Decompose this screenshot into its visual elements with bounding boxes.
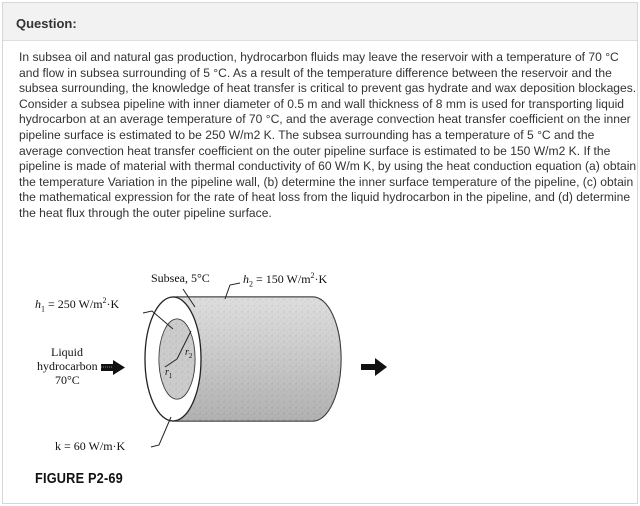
inflow-arrow (101, 360, 125, 375)
h2-label: $h_2 = 150$ $W/m^2\cdot K$ (243, 271, 328, 289)
question-title: Question: (16, 16, 77, 31)
h1-label: $h_1 = 250$ $W/m^2\cdot K$ (35, 296, 120, 314)
pipe-body (145, 297, 341, 421)
figure-caption: FIGURE P2-69 (35, 471, 123, 487)
subsea-label: Subsea, 5°C (151, 271, 210, 285)
r1-label: $r_1$ (165, 367, 173, 380)
k-label: k = 60 W/m·K (55, 439, 126, 453)
liquid-label-line3: 70°C (55, 373, 80, 387)
question-header (3, 3, 637, 41)
liquid-label-line1: Liquid (51, 345, 83, 359)
question-panel (2, 2, 638, 504)
liquid-label-line2: hydrocarbon (37, 359, 98, 373)
k-leader (151, 417, 171, 447)
question-body: In subsea oil and natural gas production, hydrocarbon fluids may leave the reservoir with a temperature of 70 °C and flow in subsea surrounding of 5 °C. As a result of the temperature difference between the reservoir and the subsea surrounding, the knowledge of heat transfer is critical to prevent gas hydrate and wax deposition blockages. Consider a subsea pipeline with inner diameter of 0.5 m and wall thickness of 8 mm is used for transporting liquid hydrocarbon at an average temperature of 70 °C, and the average convection heat transfer coefficient on the inner pipeline surface is estimated to be 250 W/m2 K. The subsea surrounding has a temperature of 5 °C and the average convection heat transfer coefficient on the outer pipeline surface is estimated to be 150 W/m2 K. If the pipeline is made of material with thermal conductivity of 60 W/m K, by using the heat conduction equation (a) obtain the temperature Variation in the pipeline wall, (b) determine the inner surface temperature of the pipeline, (c) obtain the mathematical expression for the rate of heat loss from the liquid hydrocarbon in the pipeline, and (d) determine the heat flux through the outer pipeline surface. (19, 50, 637, 220)
pipeline-figure (25, 263, 435, 499)
outflow-arrow (361, 358, 387, 376)
r2-label: $r_2$ (185, 347, 193, 360)
